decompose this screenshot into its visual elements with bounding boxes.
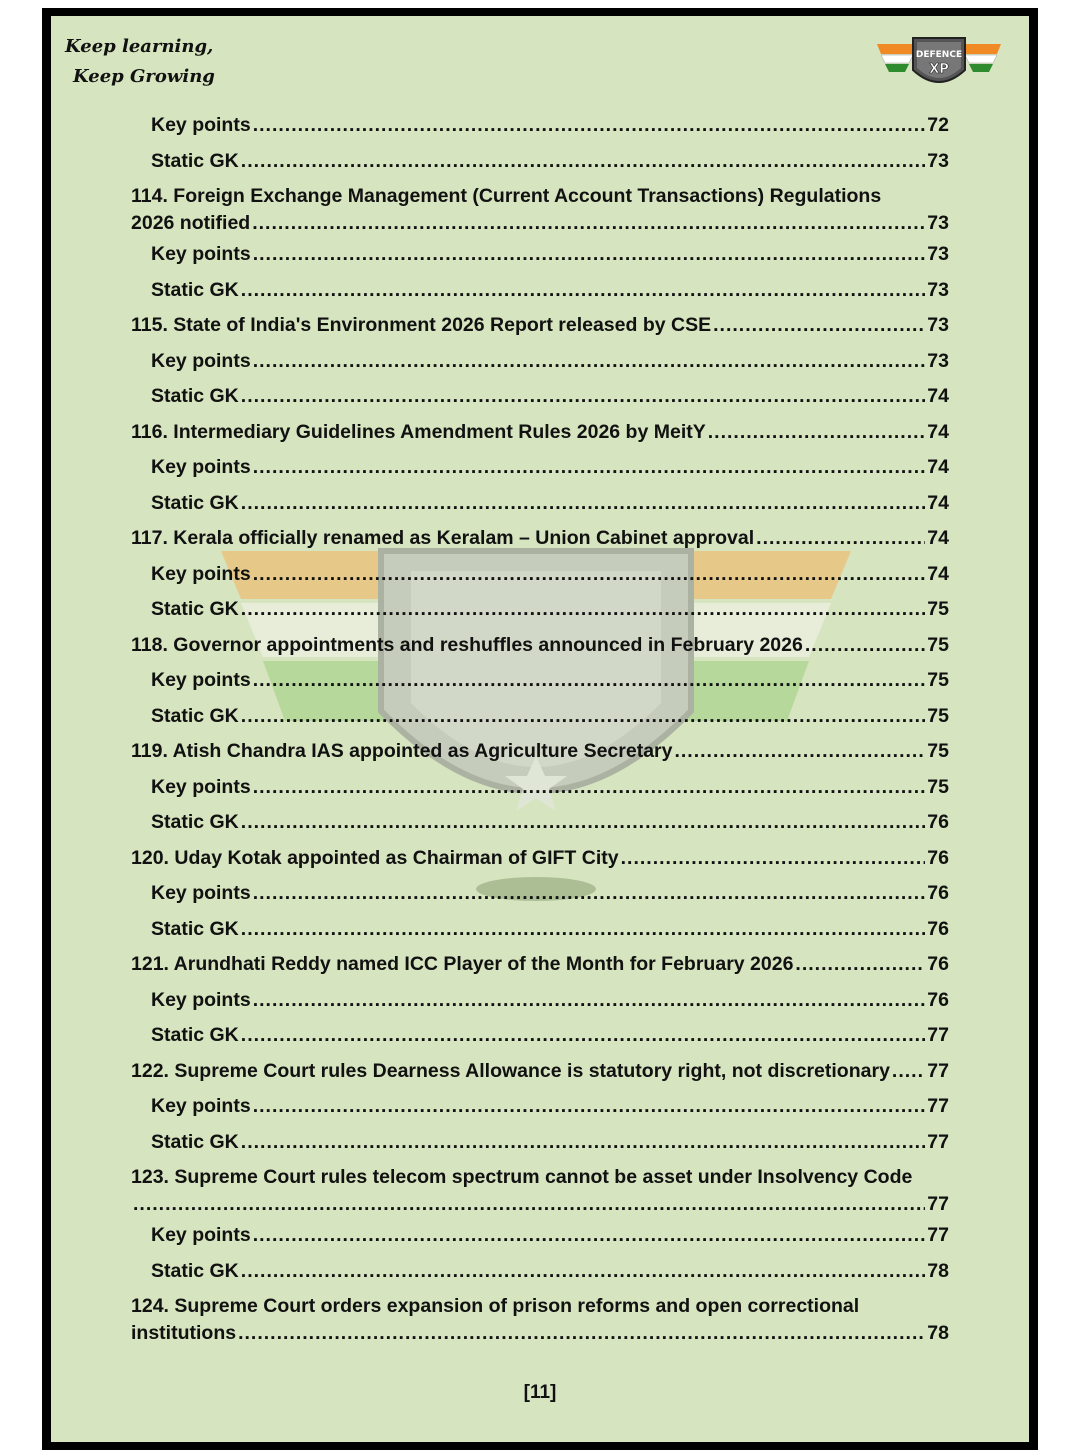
- toc-entry-page: 76: [927, 811, 949, 833]
- toc-entry[interactable]: [131, 1218, 949, 1254]
- toc-entry[interactable]: [131, 179, 949, 237]
- toc-entry[interactable]: [131, 1089, 949, 1125]
- toc-entry-page: 76: [927, 846, 949, 869]
- toc-entry-title-cont: institutions: [131, 1322, 237, 1344]
- toc-entry-page: 75: [927, 775, 949, 798]
- toc-entry-page: 77: [927, 1059, 949, 1082]
- logo-text-bottom: XP: [929, 62, 949, 77]
- toc-entry-title: 121. Arundhati Reddy named ICC Player of the Month for February 2026: [131, 953, 794, 975]
- toc-entry-title: Static GK: [151, 811, 239, 833]
- toc-entry-page: 75: [927, 669, 949, 691]
- toc-entry-page: 77: [927, 1130, 949, 1153]
- defence-xp-logo: [877, 30, 1001, 100]
- toc-entry[interactable]: [131, 805, 949, 841]
- toc-entry-title: 122. Supreme Court rules Dearness Allowance is statutory right, not discretionary: [131, 1059, 890, 1082]
- toc-entry-title: 124. Supreme Court orders expansion of prison reforms and open correctional: [131, 1295, 860, 1317]
- toc-entry[interactable]: [131, 521, 949, 557]
- toc-entry[interactable]: [131, 1289, 949, 1347]
- toc-entry[interactable]: [131, 486, 949, 522]
- toc-entry-title: Static GK: [151, 491, 239, 514]
- toc-entry-page: 74: [927, 491, 949, 514]
- toc-entry-title: Static GK: [151, 1024, 239, 1046]
- toc-entry[interactable]: [131, 108, 949, 144]
- toc-entry-page: 73: [927, 243, 949, 265]
- toc-entry[interactable]: [131, 663, 949, 699]
- toc-entry-title-cont: 2026 notified: [131, 212, 251, 234]
- toc-entry-title: 123. Supreme Court rules telecom spectrum cannot be asset under Insolvency Code: [131, 1166, 913, 1188]
- toc-entry-title: Static GK: [151, 278, 239, 301]
- toc-entry[interactable]: [131, 912, 949, 948]
- toc-entry-page: 73: [927, 278, 949, 301]
- toc-entry[interactable]: [131, 947, 949, 983]
- toc-entry[interactable]: [131, 237, 949, 273]
- toc-entry[interactable]: [131, 841, 949, 877]
- toc-entry[interactable]: [131, 344, 949, 380]
- document-page: [51, 16, 1029, 1442]
- toc-entry-title: Static GK: [151, 385, 239, 407]
- toc-entry[interactable]: [131, 770, 949, 806]
- toc-entry-title: Static GK: [151, 1259, 239, 1282]
- toc-entry-page: 75: [927, 704, 949, 727]
- toc-entry-page: 75: [927, 598, 949, 620]
- toc-entry-page: 77: [927, 1095, 949, 1117]
- toc-entry-page: 76: [927, 882, 949, 904]
- toc-entry-page: 77: [927, 1193, 949, 1215]
- toc-entry-page: 78: [927, 1259, 949, 1282]
- toc-entry[interactable]: [131, 628, 949, 664]
- toc-entry-page: 75: [927, 633, 949, 656]
- toc-entry-title: Key points: [151, 988, 251, 1011]
- page-number: [11]: [523, 1382, 557, 1403]
- tagline-line-2: Keep Growing: [73, 66, 215, 87]
- toc-entry-title: Static GK: [151, 704, 239, 727]
- toc-entry[interactable]: [131, 308, 949, 344]
- toc-entry-page: 74: [927, 562, 949, 585]
- toc-entry-title: Key points: [151, 349, 251, 372]
- toc-entry-page: 74: [927, 420, 949, 443]
- toc-entry[interactable]: [131, 379, 949, 415]
- toc-entry-title: Static GK: [151, 1130, 239, 1153]
- toc-entry-page: 73: [927, 149, 949, 172]
- toc-entry-title: Key points: [151, 1224, 251, 1246]
- toc-entry[interactable]: [131, 144, 949, 180]
- tagline: [65, 32, 215, 92]
- toc-entry-title: Key points: [151, 775, 251, 798]
- toc-entry-page: 78: [927, 1322, 949, 1344]
- toc-entry-page: 73: [927, 212, 949, 234]
- toc-entry-page: 76: [927, 917, 949, 940]
- toc-entry-title: 116. Intermediary Guidelines Amendment Rules 2026 by MeitY: [131, 420, 706, 443]
- toc-entry[interactable]: [131, 1125, 949, 1161]
- toc-entry-title: Key points: [151, 562, 251, 585]
- toc-entry-page: 74: [927, 385, 949, 407]
- toc-entry-title: Key points: [151, 114, 251, 136]
- toc-entry-page: 77: [927, 1224, 949, 1246]
- toc-entry-title: 117. Kerala officially renamed as Keralam – Union Cabinet approval: [131, 527, 755, 549]
- toc-entry[interactable]: [131, 450, 949, 486]
- toc-entry-page: 76: [927, 988, 949, 1011]
- toc-entry[interactable]: [131, 557, 949, 593]
- toc-entry-page: 76: [927, 953, 949, 975]
- toc-entry[interactable]: [131, 1018, 949, 1054]
- toc-entry[interactable]: [131, 1254, 949, 1290]
- toc-entry-title: 115. State of India's Environment 2026 Report released by CSE: [131, 314, 712, 336]
- toc-entry-title: 114. Foreign Exchange Management (Current Account Transactions) Regulations: [131, 185, 882, 207]
- toc-entry-page: 73: [927, 314, 949, 336]
- toc-entry[interactable]: [131, 876, 949, 912]
- toc-entry-title: Static GK: [151, 917, 239, 940]
- toc-entry[interactable]: [131, 592, 949, 628]
- toc-entry-title: Static GK: [151, 149, 239, 172]
- toc-entry-title: Key points: [151, 243, 251, 265]
- table-of-contents: [131, 108, 949, 1347]
- tagline-line-1: Keep learning,: [65, 36, 214, 57]
- toc-entry-title: Key points: [151, 669, 251, 691]
- toc-entry-title: Static GK: [151, 598, 239, 620]
- toc-entry-title: Key points: [151, 882, 251, 904]
- toc-entry-page: 77: [927, 1024, 949, 1046]
- toc-entry[interactable]: [131, 699, 949, 735]
- toc-entry-page: 72: [927, 114, 949, 136]
- toc-entry[interactable]: [131, 415, 949, 451]
- toc-entry-title: 119. Atish Chandra IAS appointed as Agriculture Secretary: [131, 740, 673, 762]
- toc-entry[interactable]: [131, 734, 949, 770]
- toc-entry-page: 74: [927, 527, 949, 549]
- logo-text-top: DEFENCE: [915, 50, 963, 60]
- toc-entry-page: 74: [927, 456, 949, 478]
- toc-entry-page: 75: [927, 740, 949, 762]
- toc-entry-title: Key points: [151, 1095, 251, 1117]
- toc-entry-title: Key points: [151, 456, 251, 478]
- toc-entry-page: 73: [927, 349, 949, 372]
- toc-entry-title: 120. Uday Kotak appointed as Chairman of GIFT City: [131, 846, 619, 869]
- toc-entry[interactable]: [131, 273, 949, 309]
- toc-entry[interactable]: [131, 1054, 949, 1090]
- toc-entry[interactable]: [131, 1160, 949, 1218]
- toc-entry[interactable]: [131, 983, 949, 1019]
- toc-entry-title: 118. Governor appointments and reshuffles announced in February 2026: [131, 633, 803, 656]
